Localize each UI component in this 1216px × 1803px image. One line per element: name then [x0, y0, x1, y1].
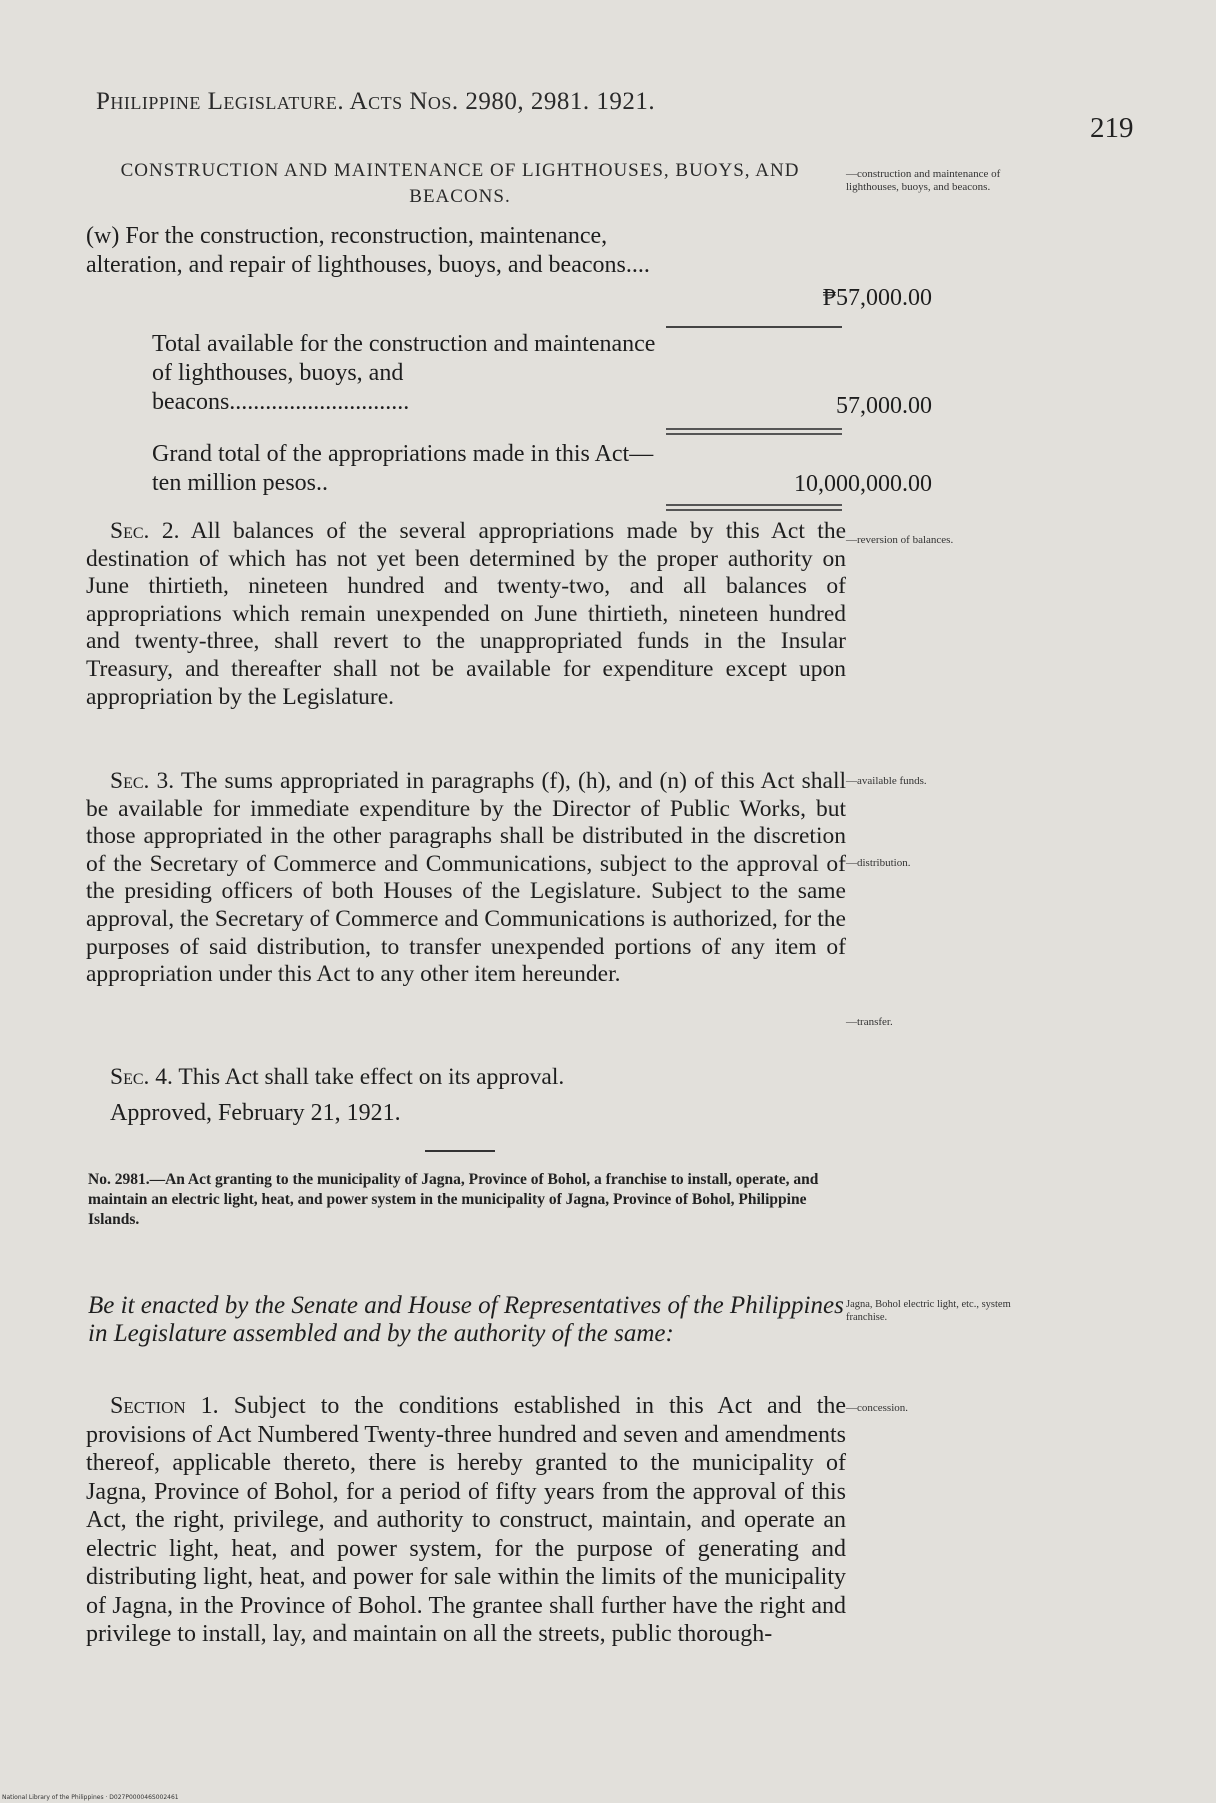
- margin-note-distribution: —distribution.: [846, 857, 911, 869]
- item-w-amount: ₱57,000.00: [822, 285, 932, 311]
- running-head: Philippine Legislature. Acts Nos. 2980, 2981. 1921.: [96, 88, 656, 115]
- act-2981-section-1-label: Section 1.: [110, 1393, 219, 1419]
- section-2-text: All balances of the several appropriations made by this Act the destination of which has not yet been determined by the proper authority on June thirtieth, nineteen hundred and twenty-two, and all balances of appropriations which remain unexpended on June thirtieth, nineteen hundred and twenty-three, shall revert to the unappropriated funds in the Insular Treasury, and thereafter shall not be available for expenditure except upon appropriation by the Legislature.: [86, 518, 847, 710]
- section-4-text: This Act shall take effect on its approval.: [178, 1064, 565, 1090]
- scan-footer: National Library of the Philippines · D027P000046S002461: [2, 1794, 179, 1801]
- margin-note-transfer: —transfer.: [846, 1016, 893, 1028]
- act-2981-section-1-text: Subject to the conditions established in this Act and the provisions of Act Numbered Twenty-three hundred and seven and amendments thereof, applicable thereto, there is hereby granted to the municipality of Jagna, Province of Bohol, for a period of fifty years from the approval of this Act, the right, privilege, and authority to construct, maintain, and operate an electric light, heat, and power system, for the purpose of generating and distributing light, heat, and power for sale within the limits of the municipality of Jagna, in the Province of Bohol. The grantee shall further have the right and privilege to install, lay, and maintain on all the streets, public thorough-: [86, 1393, 847, 1647]
- approved-date: Approved, February 21, 1921.: [110, 1100, 401, 1126]
- item-w-text: (w) For the construction, reconstruction, maintenance, alteration, and repair of lighthouses, buoys, and beacons....: [86, 223, 650, 278]
- section-4-label: Sec. 4.: [110, 1064, 173, 1090]
- section-3-label: Sec. 3.: [110, 768, 175, 794]
- total-double-rule: [666, 428, 842, 435]
- margin-note-jagna: Jagna, Bohol electric light, etc., system franchise.: [846, 1299, 1011, 1323]
- margin-note-reversion: —reversion of balances.: [846, 534, 954, 546]
- section-3-text: The sums appropriated in paragraphs (f), (h), and (n) of this Act shall be available for immediate expenditure by the Director of Public Works, but those appropriated in the other paragraphs shall be distributed in the discretion of the Secretary of Commerce and Communications, subject to the approval of the presiding officers of both Houses of the Legislature. Subject to the same approval, the Secretary of Commerce and Communications is authorized, for the purposes of said distribution, to transfer unexpended portions of any item of appropriation under this Act to any other item hereunder.: [86, 768, 847, 988]
- total-lighthouses-amount: 57,000.00: [836, 393, 932, 419]
- item-w-rule: [666, 326, 842, 328]
- section-4: [86, 1064, 846, 1092]
- margin-note-concession: —concession.: [846, 1402, 909, 1414]
- page-number: 219: [1090, 112, 1134, 144]
- grand-total-amount: 10,000,000.00: [794, 471, 932, 497]
- margin-note-construction: —construction and maintenance of lighthouses, buoys, and beacons.: [846, 168, 1001, 193]
- enacting-clause: Be it enacted by the Senate and House of Representatives of the Philippines in Legislature assembled and by the authority of the same:: [88, 1292, 844, 1347]
- act-2981-section-1: [86, 1392, 846, 1649]
- act-separator-rule: [425, 1150, 495, 1152]
- section-2: [86, 518, 846, 711]
- total-lighthouses-text: Total available for the construction and maintenance of lighthouses, buoys, and beacons..............................: [152, 331, 656, 415]
- section-3: [86, 768, 846, 989]
- section-2-label: Sec. 2.: [110, 518, 180, 544]
- section-heading: CONSTRUCTION AND MAINTENANCE OF LIGHTHOUSES, BUOYS, AND BEACONS.: [120, 160, 800, 207]
- margin-note-available: —available funds.: [846, 775, 927, 787]
- grand-total-double-rule: [666, 504, 842, 511]
- grand-total-text: Grand total of the appropriations made in this Act—ten million pesos..: [152, 441, 654, 496]
- act-2981-title: No. 2981.—An Act granting to the municipality of Jagna, Province of Bohol, a franchise to install, operate, and maintain an electric light, heat, and power system in the municipality of Jagna, Province of Bohol, Philippine Islands.: [88, 1171, 819, 1228]
